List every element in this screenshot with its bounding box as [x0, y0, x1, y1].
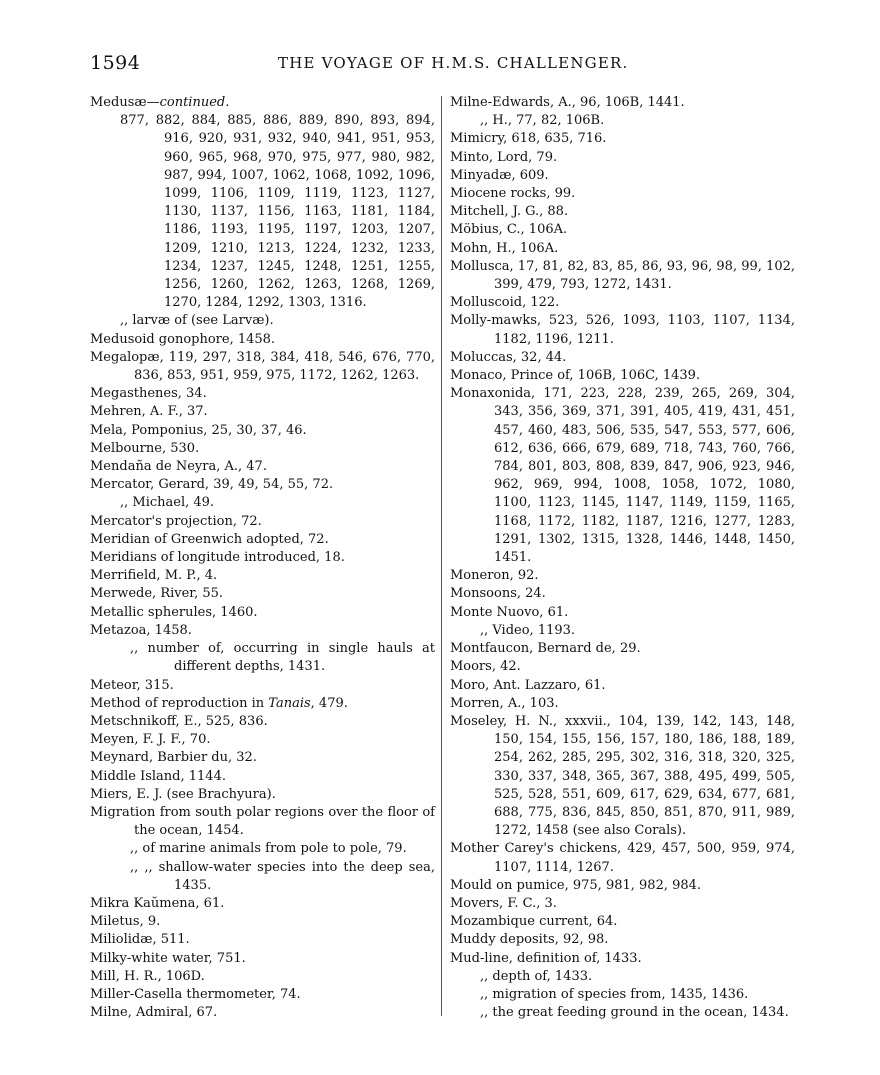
entry-text: Montfaucon, Bernard de, 29. [450, 641, 641, 657]
entry-text: Mehren, A. F., 37. [90, 404, 208, 420]
entry-text: ,, the great feeding ground in the ocean, 1434. [480, 1005, 789, 1021]
index-entry [90, 494, 435, 512]
index-entry [450, 695, 795, 713]
entry-text: ,, depth of, 1433. [480, 968, 593, 984]
index-entry [90, 895, 435, 913]
entry-text: Megalopæ, 119, 297, 318, 384, 418, 546, 676, 770, 836, 853, 951, 959, 975, 1172, 1262, 1263. [90, 349, 435, 384]
entry-text: Merrifield, M. P., 4. [90, 568, 218, 584]
index-entry [450, 931, 795, 949]
entry-text: Mozambique current, 64. [450, 914, 618, 930]
entry-italic: Tanais [268, 695, 311, 711]
entry-text: Mercator, Gerard, 39, 49, 54, 55, 72. [90, 477, 334, 493]
index-entry [450, 895, 795, 913]
page-number: 1594 [90, 52, 141, 74]
entry-text: Molluscoid, 122. [450, 295, 560, 311]
index-entry [450, 385, 795, 567]
entry-text: ,, number of, occurring in single hauls at different depths, 1431. [130, 641, 435, 675]
index-entry [90, 349, 435, 385]
index-entry [450, 640, 795, 658]
entry-text: Mould on pumice, 975, 981, 982, 984. [450, 877, 702, 893]
index-entry [450, 1004, 795, 1022]
column-divider [441, 96, 442, 1016]
index-entry [450, 622, 795, 640]
index-entry [450, 877, 795, 895]
index-entry [90, 94, 435, 112]
entry-text: Mikra Kaŭmena, 61. [90, 895, 225, 911]
index-entry [90, 513, 435, 531]
index-entry [450, 203, 795, 221]
entry-text: Muddy deposits, 92, 98. [450, 932, 609, 948]
index-entry [90, 476, 435, 494]
entry-text: ,, of marine animals from pole to pole, 79. [130, 841, 407, 857]
entry-text: ,, H., 77, 82, 106B. [480, 113, 605, 129]
index-entry [90, 640, 435, 676]
index-entry [90, 986, 435, 1004]
index-entry [90, 749, 435, 767]
entry-text: Mimicry, 618, 635, 716. [450, 131, 607, 147]
entry-text: Monte Nuovo, 61. [450, 604, 569, 620]
entry-text: Metallic spherules, 1460. [90, 604, 258, 620]
index-entry [90, 931, 435, 949]
index-entry [450, 585, 795, 603]
index-entry [450, 312, 795, 348]
entry-text: 877, 882, 884, 885, 886, 889, 890, 893, 894, 916, 920, 931, 932, 940, 941, 951, 953, 960, 965, 968, 970, 975, 977, 980, 982, 987, 994, 1007, 1062, 1068, 1092, 1096, 1099, 1106, 1109, 1119, 1123, 1127, 1130, 1137, 1156, 1163, 1181, 1184, 1186, 1193, 1195, 1197, 1203, 1207, 1209, 1210, 1213, 1224, 1232, 1233, 1234, 1237, 1245, 1248, 1251, 1255, 1256, 1260, 1262, 1263, 1268, 1269, 1270, 1284, 1292, 1303, 1316. [120, 113, 435, 311]
entry-text: ,, migration of species from, 1435, 1436. [480, 986, 749, 1002]
index-entry [90, 677, 435, 695]
index-entry [90, 950, 435, 968]
entry-text: Mela, Pomponius, 25, 30, 37, 46. [90, 422, 307, 438]
entry-text: , 479. [310, 695, 348, 711]
index-entry [90, 112, 435, 312]
entry-text: Miliolidæ, 511. [90, 932, 190, 948]
entry-text: Möbius, C., 106A. [450, 222, 568, 238]
entry-text: Milky-white water, 751. [90, 950, 246, 966]
index-entry [450, 294, 795, 312]
index-entry [90, 695, 435, 713]
entry-text: Milne, Admiral, 67. [90, 1005, 218, 1021]
index-entry [90, 786, 435, 804]
entry-text: Meyen, F. J. F., 70. [90, 732, 211, 748]
entry-text: Minto, Lord, 79. [450, 149, 558, 165]
entry-text: Meridian of Greenwich adopted, 72. [90, 531, 329, 547]
index-entry [450, 986, 795, 1004]
entry-text: ,, Michael, 49. [120, 495, 215, 511]
index-entry [90, 549, 435, 567]
entry-text: Melbourne, 530. [90, 440, 200, 456]
entry-text: Miers, E. J. (see Brachyura). [90, 786, 276, 802]
entry-text: Mill, H. R., 106D. [90, 968, 205, 984]
entry-text: ,, ,, shallow-water species into the deep sea, 1435. [130, 859, 435, 893]
index-entry [450, 167, 795, 185]
index-entry [90, 968, 435, 986]
index-entry [90, 622, 435, 640]
entry-text: Milne-Edwards, A., 96, 106B, 1441. [450, 95, 685, 110]
index-entry [450, 840, 795, 876]
index-entry [450, 221, 795, 239]
entry-text: Monaco, Prince of, 106B, 106C, 1439. [450, 368, 701, 384]
entry-text: Miocene rocks, 99. [450, 186, 576, 202]
index-entry [90, 385, 435, 403]
index-entry [90, 567, 435, 585]
entry-text: Megasthenes, 34. [90, 386, 207, 402]
index-entry [90, 440, 435, 458]
index-entry [450, 968, 795, 986]
index-entry [90, 840, 435, 858]
entry-text: ,, larvæ of (see Larvæ). [120, 313, 274, 329]
index-entry [90, 1004, 435, 1022]
entry-text: Moneron, 92. [450, 568, 539, 584]
entry-text: ,, Video, 1193. [480, 622, 576, 638]
entry-text: Mercator's projection, 72. [90, 513, 262, 529]
index-entry [90, 585, 435, 603]
index-entry [90, 403, 435, 421]
index-entry [90, 312, 435, 330]
entry-text: Mendaña de Neyra, A., 47. [90, 459, 267, 475]
entry-text: Middle Island, 1144. [90, 768, 226, 784]
index-entry [450, 349, 795, 367]
index-entry [90, 604, 435, 622]
entry-text: Merwede, River, 55. [90, 586, 224, 602]
index-entry [90, 422, 435, 440]
index-entry [450, 913, 795, 931]
entry-text: Mohn, H., 106A. [450, 240, 559, 256]
index-entry [90, 331, 435, 349]
entry-text: Moseley, H. N., xxxvii., 104, 139, 142, 143, 148, 150, 154, 155, 156, 157, 180, 186, 188, 189, 254, 262, 285, 295, 302, 316, 318, 320, 325, 330, 337, 348, 365, 367, 388, 495, 499, 505, 525, 528, 551, 609, 617, 629, 634, 677, 681, 688, 775, 836, 845, 850, 851, 870, 911, 989, 1272, 1458 (see also Corals). [450, 713, 795, 839]
index-entry [90, 913, 435, 931]
index-entry [450, 258, 795, 294]
entry-text: Molly-mawks, 523, 526, 1093, 1103, 1107, 1134, 1182, 1196, 1211. [450, 313, 795, 347]
index-entry [450, 94, 795, 112]
entry-text: Moluccas, 32, 44. [450, 349, 567, 365]
entry-text: Miletus, 9. [90, 914, 161, 930]
index-entry [90, 458, 435, 476]
index-entry [450, 567, 795, 585]
entry-text: Meridians of longitude introduced, 18. [90, 550, 345, 566]
entry-text: Mollusca, 17, 81, 82, 83, 85, 86, 93, 96, 98, 99, 102, 399, 479, 793, 1272, 1431. [450, 258, 795, 293]
entry-text: Minyadæ, 609. [450, 167, 549, 183]
entry-text: Mitchell, J. G., 88. [450, 204, 569, 220]
running-header [0, 52, 880, 76]
index-entry [90, 731, 435, 749]
index-entry [450, 185, 795, 203]
entry-text: Miller-Casella thermometer, 74. [90, 986, 301, 1002]
index-entry [450, 950, 795, 968]
index-entry [90, 768, 435, 786]
index-column-left [90, 94, 435, 1022]
entry-head: Method of reproduction in [90, 695, 269, 711]
index-entry [450, 112, 795, 130]
entry-text: Moors, 42. [450, 659, 521, 675]
entry-italic: continued. [159, 95, 230, 110]
entry-text: Moro, Ant. Lazzaro, 61. [450, 677, 606, 693]
entry-text: Movers, F. C., 3. [450, 895, 557, 911]
index-entry [450, 713, 795, 840]
index-entry [450, 130, 795, 148]
running-title: THE VOYAGE OF H.M.S. CHALLENGER. [278, 54, 629, 72]
entry-text: Monsoons, 24. [450, 586, 546, 602]
index-entry [90, 804, 435, 840]
entry-text: Medusoid gonophore, 1458. [90, 331, 276, 347]
index-entry [450, 658, 795, 676]
index-entry [450, 677, 795, 695]
entry-text: Morren, A., 103. [450, 695, 559, 711]
index-column-right [450, 94, 795, 1022]
entry-text: Mother Carey's chickens, 429, 457, 500, 959, 974, 1107, 1114, 1267. [450, 841, 795, 875]
index-entry [90, 531, 435, 549]
index-entry [450, 604, 795, 622]
index-entry [450, 367, 795, 385]
entry-text: Mud-line, definition of, 1433. [450, 950, 642, 966]
entry-text: Metazoa, 1458. [90, 622, 192, 638]
index-entry [450, 149, 795, 167]
entry-text: Meteor, 315. [90, 677, 174, 693]
entry-text: Monaxonida, 171, 223, 228, 239, 265, 269, 304, 343, 356, 369, 371, 391, 405, 419, 431, 451, 457, 460, 483, 506, 535, 547, 553, 577, 606, 612, 636, 666, 679, 689, 718, 743, 760, 766, 784, 801, 803, 808, 839, 847, 906, 923, 946, 962, 969, 994, 1008, 1058, 1072, 1080, 1100, 1123, 1145, 1147, 1149, 1159, 1165, 1168, 1172, 1182, 1187, 1216, 1277, 1283, 1291, 1302, 1315, 1328, 1446, 1448, 1450, 1451. [450, 386, 795, 566]
index-entry [450, 240, 795, 258]
index-entry [90, 713, 435, 731]
entry-head: Medusæ— [90, 95, 160, 110]
entry-text: Meynard, Barbier du, 32. [90, 750, 257, 766]
entry-text: Migration from south polar regions over the floor of the ocean, 1454. [90, 804, 435, 839]
entry-text: Metschnikoff, E., 525, 836. [90, 713, 268, 729]
index-entry [90, 859, 435, 895]
